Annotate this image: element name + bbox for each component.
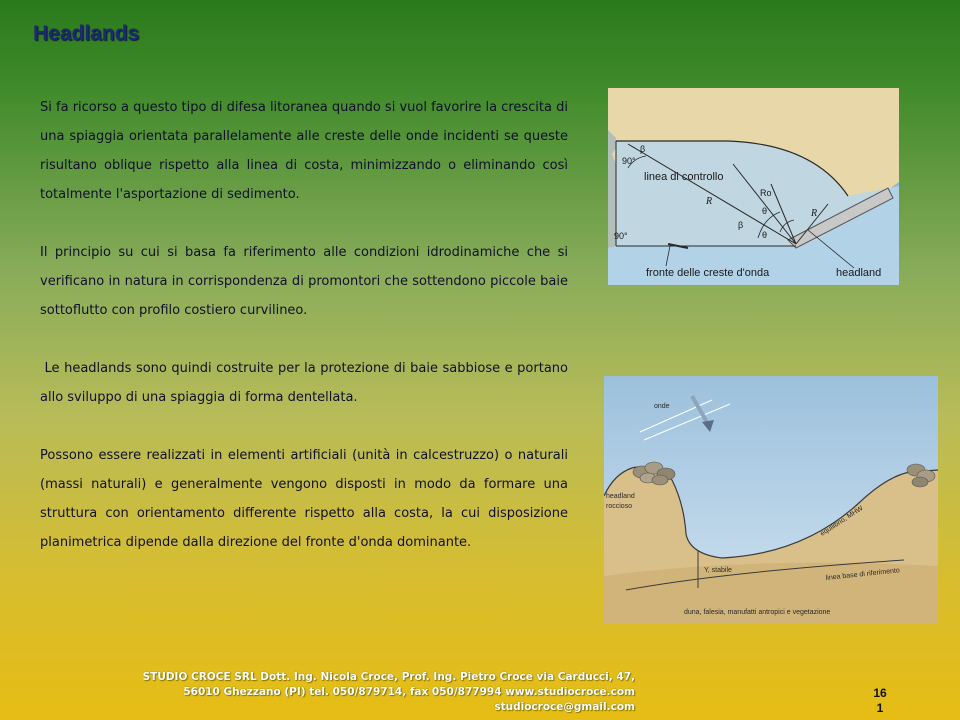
label-headland: headland [836,267,882,279]
label-onde: onde [654,403,670,410]
label-ro: Ro [760,188,772,198]
label-r-left: R [706,196,713,207]
slide-title: Headlands [33,22,140,45]
paragraph-2: Il principio su cui si basa fa riferimento alle condizioni idrodinamiche che si verificano in natura in corrispondenza di promontori che sottendono piccole baie sottoflutto con profilo costiero curvilineo. [40,245,568,318]
label-beta-top: β [640,144,646,154]
label-duna: duna, falesia, manufatti antropici e vegetazione [684,609,831,616]
page-number: 16 1 [873,686,887,715]
headland-bay-illustration [604,376,938,624]
label-y-stabile: Y, stabile [704,567,732,574]
label-headland-2: roccioso [606,503,633,510]
paragraph-4: Possono essere realizzati in elementi artificiali (unità in calcestruzzo) o naturali (massi naturali) e generalmente vengono disposti in modo da formare una struttura con orientamento differente rispetto alla costa, la cui disposizione planimetrica dipende dalla direzione del fronte d'onda dominante. [40,448,568,550]
label-beta-low: β [738,220,744,230]
label-90-top: 90° [622,156,636,166]
footer-line-2: 56010 Ghezzano (PI) tel. 050/879714, fax 050/877994 www.studiocroce.com [183,686,635,698]
label-linea-controllo: linea di controllo [644,171,724,183]
footer-line-3: studiocroce@gmail.com [494,701,635,713]
label-linea-base: linea base di riferimento [825,567,901,582]
label-equilibrio: equilibrio, MHW [819,504,865,538]
label-headland-1: headland [606,493,635,500]
label-r-right: R [811,208,818,219]
label-theta-mid: θ [762,206,768,216]
label-fronte-creste: fronte delle creste d'onda [646,267,770,279]
paragraph-1: Si fa ricorso a questo tipo di difesa litoranea quando si vuol favorire la crescita di una spiaggia orientata parallelamente alle creste delle onde incidenti se queste risultano oblique rispetto alla linea di costa, minimizzando o eliminando così totalmente l'asportazione di sedimento. [40,100,568,202]
footer-line-1: STUDIO CROCE SRL Dott. Ing. Nicola Croce, Prof. Ing. Pietro Croce via Carducci, 47, [142,671,635,683]
footer-credits [130,670,635,715]
headland-geometry-diagram [608,88,899,285]
label-theta-low: θ [762,230,768,240]
paragraph-3: Le headlands sono quindi costruite per la protezione di baie sabbiose e portano allo sviluppo di una spiaggia di forma dentellata. [40,361,573,405]
body-text [40,93,573,586]
label-90-bottom: 90° [614,231,628,241]
